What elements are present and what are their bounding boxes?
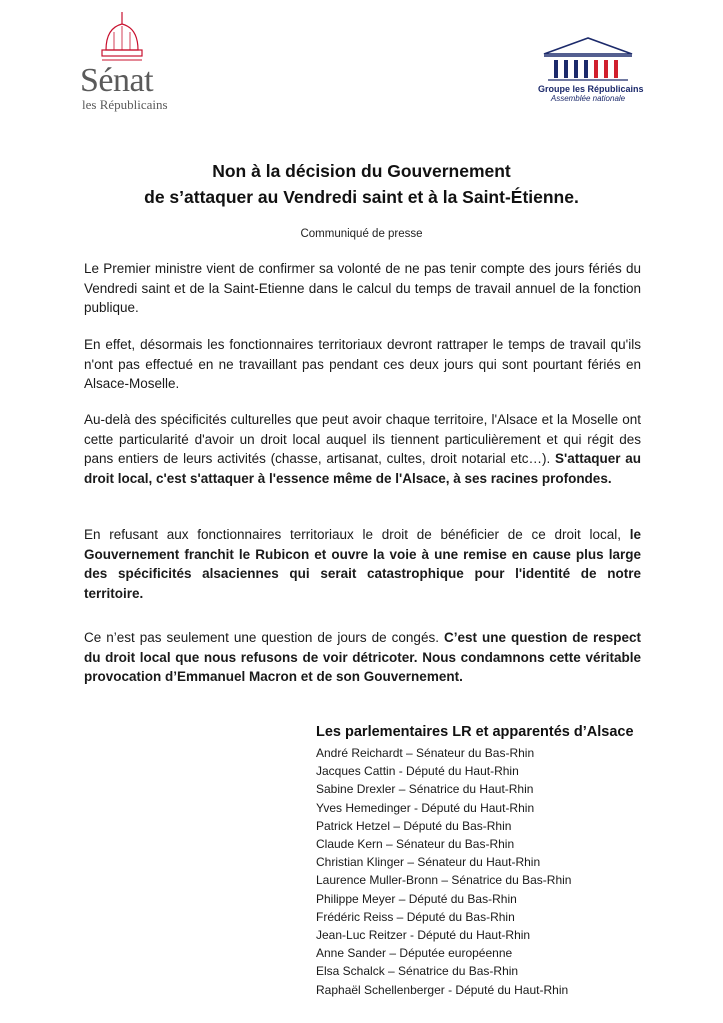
title-line-1: Non à la décision du Gouvernement bbox=[212, 161, 511, 181]
signatory: Philippe Meyer – Député du Bas-Rhin bbox=[316, 891, 517, 906]
paragraph-4 bbox=[84, 525, 641, 603]
assemblee-building-icon bbox=[538, 36, 638, 84]
signatory: Claude Kern – Sénateur du Bas-Rhin bbox=[316, 837, 515, 852]
signatories-title: Les parlementaires LR et apparentés d’Alsace bbox=[316, 724, 634, 740]
signatory: Elsa Schalck – Sénatrice du Bas-Rhin bbox=[316, 964, 519, 979]
signatory: Laurence Muller-Bronn – Sénatrice du Bas-Rhin bbox=[316, 873, 572, 888]
paragraph-5-text: Ce n’est pas seulement une question de jours de congés. bbox=[84, 630, 444, 645]
paragraph-2: En effet, désormais les fonctionnaires territoriaux devront rattraper le temps de travail qu'ils n'ont pas effectué en ne travaillant pas pendant ces deux jours qui sont pourtant fériés en Alsace-Moselle. bbox=[84, 337, 641, 391]
senat-logo-subtitle: les Républicains bbox=[82, 97, 168, 112]
paragraph-3 bbox=[84, 410, 641, 488]
assemblee-logo-line1: Groupe les Républicains bbox=[538, 84, 644, 94]
title-line-2: de s’attaquer au Vendredi saint et à la Saint-Étienne. bbox=[144, 187, 579, 207]
senat-dome-icon bbox=[80, 10, 180, 70]
page-title bbox=[0, 158, 723, 210]
paragraph-5 bbox=[84, 628, 641, 687]
signatory: Christian Klinger – Sénateur du Haut-Rhin bbox=[316, 855, 541, 870]
signatory: Jacques Cattin - Député du Haut-Rhin bbox=[316, 764, 519, 779]
assemblee-logo-line2: Assemblée nationale bbox=[550, 94, 626, 103]
paragraph-1: Le Premier ministre vient de confirmer sa volonté de ne pas tenir compte des jours fériés du Vendredi saint et de la Saint-Etienne dans le calcul du temps de travail annuel de la fonction publique. bbox=[84, 261, 641, 315]
paragraph-4-text: En refusant aux fonctionnaires territoriaux le droit de bénéficier de ce droit local, bbox=[84, 527, 630, 542]
signatory: Sabine Drexler – Sénatrice du Haut-Rhin bbox=[316, 782, 534, 797]
senat-logo-word: Sénat bbox=[80, 62, 154, 99]
paragraph-3-emphasis: S'attaquer au droit local, c'est s'attaquer à l'essence même de l'Alsace, à ses racines profondes. bbox=[84, 451, 641, 486]
signatories-list bbox=[316, 744, 571, 999]
paragraph-4-emphasis: le Gouvernement franchit le Rubicon et ouvre la voie à une remise en cause plus large des spécificités alsaciennes qui serait catastrophique pour l'identité de notre territoire. bbox=[84, 527, 641, 601]
signatory: Raphaël Schellenberger - Député du Haut-Rhin bbox=[316, 982, 569, 997]
paragraph-5-emphasis: C’est une question de respect du droit local que nous refusons de voir détricoter. Nous condamnons cette véritable provocation d’Emmanuel Macron et de son Gouvernement. bbox=[84, 630, 641, 684]
signatory: Frédéric Reiss – Député du Bas-Rhin bbox=[316, 909, 515, 924]
signatory: Yves Hemedinger - Député du Haut-Rhin bbox=[316, 800, 535, 815]
paragraph-3-text: Au-delà des spécificités culturelles que peut avoir chaque territoire, l'Alsace et la Moselle ont cette particularité d'avoir un droit local auquel ils tiennent particulièrement et qui régit des pans entiers de leurs activités (chasse, artisanat, cultes, droit notarial etc…). bbox=[84, 412, 641, 466]
signatory: Patrick Hetzel – Député du Bas-Rhin bbox=[316, 818, 512, 833]
assemblee-logo bbox=[538, 36, 644, 116]
senat-logo bbox=[80, 10, 180, 110]
signatory: Jean-Luc Reitzer - Député du Haut-Rhin bbox=[316, 928, 531, 943]
signatory: Anne Sander – Députée européenne bbox=[316, 946, 513, 961]
signatory: André Reichardt – Sénateur du Bas-Rhin bbox=[316, 746, 535, 760]
document-type: Communiqué de presse bbox=[300, 228, 423, 240]
